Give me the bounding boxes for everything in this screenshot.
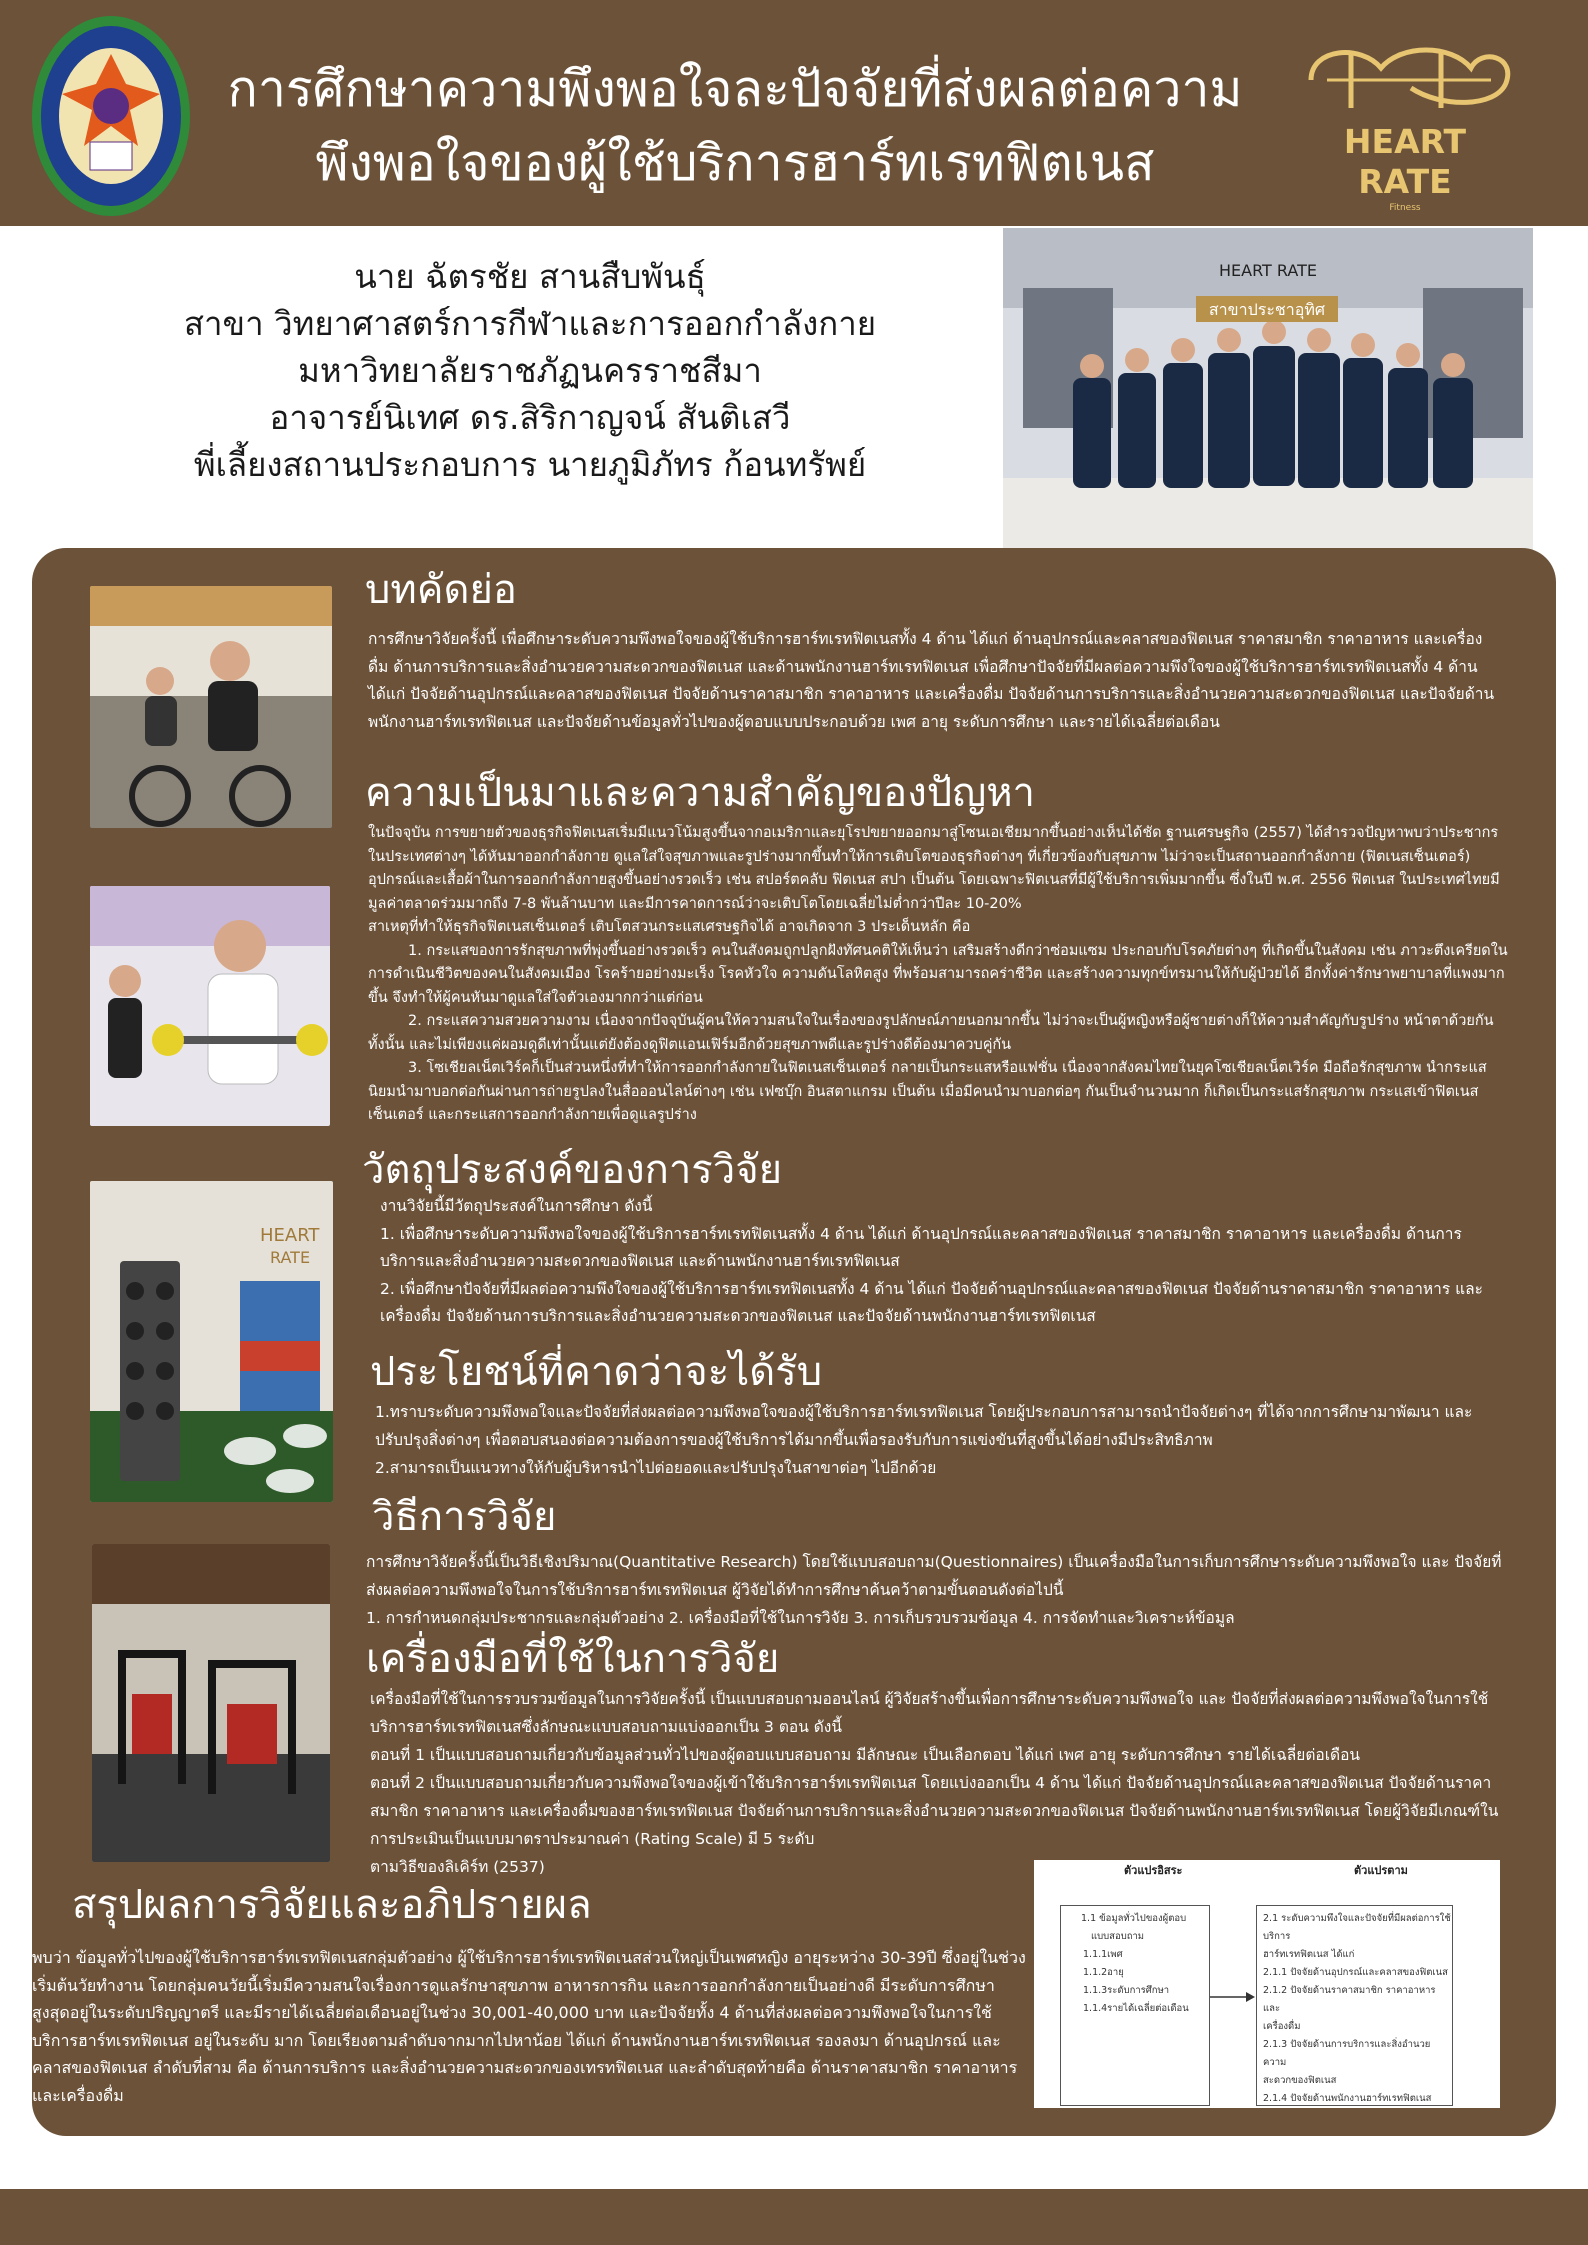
- title-line-1: การศึกษาความพึงพอใจละปัจจัยที่ส่งผลต่อความ: [227, 60, 1243, 118]
- title-line-2: พึงพอใจของผู้ใช้บริการฮาร์ทเรทฟิตเนส: [315, 134, 1155, 192]
- abstract-paragraph: การศึกษาวิจัยครั้งนี้ เพื่อศึกษาระดับความพึงพอใจของผู้ใช้บริการฮาร์ทเรทฟิตเนสทั้ง 4 ด้าน ได้แก่ ด้านอุปกรณ์และคลาสของฟิตเนส ราคาสมาชิก ราคาอาหาร และเครื่องดื่ม ด้านการบริการและสิ่งอำนวยความสะดวกของฟิตเนส และด้านพนักงานฮาร์ทเรทฟิตเนส เพื่อศึกษาปัจจัยที่มีผลต่อความพึงใจของผู้ใช้บริการฮาร์ทเรทฟิตเนสทั้ง 4 ด้าน ได้แก่ ปัจจัยด้านอุปกรณ์และคลาสของฟิตเนส ปัจจัยด้านราคาสมาชิก ราคาอาหาร และเครื่องดื่ม ปัจจัยด้านการบริการและสิ่งอำนวยความสะดวกของฟิตเนส และปัจจัยด้านพนักงานฮาร์ทเรทฟิตเนส และปัจจัยด้านข้อมูลทั่วไปของผู้ตอบแบบประกอบด้วย เพศ อายุ ระดับการศึกษา และรายได้เฉลี่ยต่อเดือน: [368, 630, 1495, 731]
- objectives-heading: วัตถุประสงค์ของการวิจัย: [362, 1147, 783, 1193]
- diagram-left-item: 1.1.1เพศ: [1083, 1949, 1123, 1960]
- photo-wall-sign-2: RATE: [270, 1248, 311, 1267]
- dependent-variables-box: [1256, 1905, 1453, 2106]
- diagram-right-item: 2.1.3 ปัจจัยด้านการบริการและสิ่งอำนวยความ: [1263, 2039, 1431, 2068]
- arrow-right-icon: [1210, 1990, 1256, 2004]
- tools-heading: เครื่องมือที่ใช้ในการวิจัย: [366, 1636, 780, 1682]
- benefits-paragraph: 1.ทราบระดับความพึงพอใจและปัจจัยที่ส่งผลต่อความพึงพอใจของผู้ใช้บริการฮาร์ทเรทฟิตเนส โดยผู้ประกอบการสามารถนำปัจจัยต่างๆ ที่ได้จากการศึกษามาพัฒนา และปรับปรุงสิ่งต่างๆ เพื่อตอบสนองต่อความต้องการของผู้ใช้บริการได้มากขึ้นเพื่อรองรับกับการแข่งขันที่สูงขึ้นได้อย่างมีประสิทธิภาพ: [375, 1403, 1473, 1449]
- objectives-paragraph: 2. เพื่อศึกษาปัจจัยที่มีผลต่อความพึงใจของผู้ใช้บริการฮาร์ทเรทฟิตเนสทั้ง 4 ด้าน ได้แก่ ปัจจัยด้านอุปกรณ์และคลาสของฟิตเนส ปัจจัยด้านราคาสมาชิก ราคาอาหาร และเครื่องดื่ม ปัจจัยด้านการบริการและสิ่งอำนวยความสะดวกของฟิตเนส และปัจจัยด้านพนักงานฮาร์ทเรทฟิตเนส: [380, 1279, 1483, 1325]
- diagram-right-item: 2.1.4 ปัจจัยด้านพนักงานฮาร์ทเรทฟิตเนส: [1263, 2093, 1432, 2104]
- diagram-right-item: 2.1.1 ปัจจัยด้านอุปกรณ์และคลาสของฟิตเนส: [1263, 1967, 1448, 1978]
- tools-paragraph: เครื่องมือที่ใช้ในการรวบรวมข้อมูลในการวิจัยครั้งนี้ เป็นแบบสอบถามออนไลน์ ผู้วิจัยสร้างขึ้นเพื่อการศึกษาระดับความพึงพอใจ และ ปัจจัยที่ส่งผลต่อความพึงพอใจในการใช้บริการฮาร์ทเรทฟิตเนสซึ่งลักษณะแบบสอบถามแบ่งออกเป็น 3 ตอน ดังนี้: [370, 1690, 1489, 1736]
- objectives-body: [380, 1193, 1505, 1331]
- author-info: [60, 253, 1000, 488]
- dumbbell-class-photo: [90, 886, 330, 1126]
- background-paragraph: ในปัจจุบัน การขยายตัวของธุรกิจฟิตเนสเริ่มมีแนวโน้มสูงขึ้นจากอเมริกาและยุโรปขยายออกมาสู่โซนเอเชียมากขึ้นอย่างเห็นได้ชัด ฐานเศรษฐกิจ (2557) ได้สำรวจปัญหาพบว่าประชากรในประเทศต่างๆ ได้หันมาออกกำลังกาย ดูแลใส่ใจสุขภาพและรูปร่างมากขึ้นทำให้การเติบโตของธุรกิจต่างๆ ที่เกี่ยวข้องกับสุขภาพ ไม่ว่าจะเป็นสถานออกกำลังกาย (ฟิตเนสเซ็นเตอร์) อุปกรณ์และเสื้อผ้าในการออกกำลังกายสูงขึ้นอย่างรวดเร็ว เช่น สปอร์ตคลับ ฟิตเนส สปา เป็นต้น โดยเฉพาะฟิตเนสที่มีผู้ใช้บริการเพิ่มมากขึ้น ซึ่งในปี พ.ศ. 2556 ฟิตเนส ในประเทศไทยมีมูลค่าตลาดร่วมมากถึง 7-8 พันล้านบาท และมีการคาดการณ์ว่าจะเติบโตโดยเฉลี่ยไม่ต่ำกว่าปีละ 10-20%: [368, 825, 1500, 912]
- background-paragraph: 1. กระแสของการรักสุขภาพที่พุ่งขึ้นอย่างรวดเร็ว คนในสังคมถูกปลูกฝังทัศนคติให้เห็นว่า เสริมสร้างดีกว่าซ่อมแซม ประกอบกับโรคภัยต่างๆ ที่เกิดขึ้นในสังคม เช่น ภาวะตึงเครียดในการดำเนินชีวิตของคนในสังคมเมือง โรคร้ายอย่างมะเร็ง โรคหัวใจ ความดันโลหิตสูง ที่พร้อมสามารถคร่าชีวิต และสร้างความทุกข์ทรมานให้กับผู้ป่วยได้ อีกทั้งค่ารักษาพยาบาลที่แพงมากขึ้น จึงทำให้ผู้คนหันมาดูแลใส่ใจตัวเองมากกว่าแต่ก่อน: [368, 942, 1508, 1006]
- heart-rate-logo: [1285, 38, 1525, 218]
- footer-bar: [0, 2189, 1588, 2245]
- background-body: [368, 822, 1508, 1128]
- tools-body: [370, 1685, 1520, 1881]
- university-seal-logo: [30, 14, 192, 218]
- tools-paragraph: ตามวิธีของลิเคิร์ท (2537): [370, 1858, 545, 1876]
- poster-title: [200, 52, 1270, 200]
- author-program: สาขา วิทยาศาสตร์การกีฬาและการออกกำลังกาย: [183, 304, 877, 343]
- benefits-paragraph: 2.สามารถเป็นแนวทางให้กับผู้บริหารนำไปต่อยอดและปรับปรุงในสาขาต่อๆ ไปอีกด้วย: [375, 1459, 937, 1477]
- conclusion-paragraph: พบว่า ข้อมูลทั่วไปของผู้ใช้บริการฮาร์ทเรทฟิตเนสกลุ่มตัวอย่าง ผู้ใช้บริการฮาร์ทเรทฟิตเนสส่วนใหญ่เป็นเพศหญิง อายุระหว่าง 30-39ปี ซึ่งอยู่ในช่วงเริ่มต้นวัยทำงาน โดยกลุ่มคนวัยนี้เริ่มมีความสนใจเรื่องการดูแลรักษาสุขภาพ อาหารการกิน และการออกกำลังกายเป็นอย่างดี มีระดับการศึกษาสูงสุดอยู่ในระดับปริญญาตรี และมีรายได้เฉลี่ยต่อเดือนอยู่ในช่วง 30,001-40,000 บาท และปัจจัยทั้ง 4 ด้านที่ส่งผลต่อความพึงพอใจในการใช้บริการฮาร์ทเรทฟิตเนส อยู่ในระดับ มาก โดยเรียงตามลำดับจากมากไปหาน้อย ได้แก่ ด้านพนักงานฮาร์ทเรทฟิตเนส รองลงมา ด้านอุปกรณ์ และคลาสของฟิตเนส ลำดับที่สาม คือ ด้านการบริการ และสิ่งอำนวยความสะดวกของเทรทฟิตเนส และลำดับสุดท้ายคือ ด้านราคาสมาชิก ราคาอาหาร และเครื่องดื่ม: [32, 1948, 1026, 2105]
- photo-wall-sign: HEART: [260, 1225, 320, 1246]
- objectives-paragraph: 1. เพื่อศึกษาระดับความพึงพอใจของผู้ใช้บริการฮาร์ทเรทฟิตเนสทั้ง 4 ด้าน ได้แก่ ด้านอุปกรณ์และคลาสของฟิตเนส ราคาสมาชิก ราคาอาหาร และเครื่องดื่ม ด้านการบริการและสิ่งอำนวยความสะดวกของฟิตเนส และด้านพนักงานฮาร์ทเรทฟิตเนส: [380, 1224, 1462, 1270]
- brand-tag: Fitness: [1389, 203, 1421, 213]
- photo-sign-text: HEART RATE: [1219, 261, 1317, 280]
- diagram-right-header: ตัวแปรตาม: [1354, 1864, 1408, 1877]
- photo-branch-label: สาขาประชาอุทิศ: [1208, 300, 1326, 319]
- brand-line-1: HEART: [1343, 122, 1467, 161]
- heart-rate-mark-icon: [1291, 38, 1519, 118]
- poster-header: [0, 0, 1588, 226]
- benefits-body: [375, 1398, 1500, 1482]
- diagram-right-item: 2.1.2 ปัจจัยด้านราคาสมาชิก ราคาอาหาร และ: [1263, 1985, 1436, 2014]
- diagram-left-item: แบบสอบถาม: [1091, 1931, 1145, 1942]
- method-body: [366, 1548, 1506, 1632]
- author-university: มหาวิทยาลัยราชภัฏนครราชสีมา: [298, 351, 762, 390]
- author-name: นาย ฉัตรชัย สานสืบพันธุ์: [354, 257, 706, 296]
- diagram-left-header: ตัวแปรอิสระ: [1124, 1864, 1183, 1877]
- method-paragraph: การศึกษาวิจัยครั้งนี้เป็นวิธีเชิงปริมาณ(Quantitative Research) โดยใช้แบบสอบถาม(Questionnaires) เป็นเครื่องมือในการเก็บการศึกษาระดับความพึงพอใจ และ ปัจจัยที่ส่งผลต่อความพึงพอใจในการใช้บริการฮาร์ทเรทฟิตเนส ผู้วิจัยได้ทำการศึกษาค้นคว้าตามขั้นตอนดังต่อไปนี้: [366, 1553, 1502, 1599]
- tools-paragraph: ตอนที่ 1 เป็นแบบสอบถามเกี่ยวกับข้อมูลส่วนทั่วไปของผู้ตอบแบบสอบถาม มีลักษณะ เป็นเลือกตอบ ได้แก่ เพศ อายุ ระดับการศึกษา รายได้เฉลี่ยต่อเดือน: [370, 1746, 1360, 1764]
- background-paragraph: 2. กระแสความสวยความงาม เนื่องจากปัจจุบันผู้คนให้ความสนใจในเรื่องของรูปลักษณ์ภายนอกมากขึ้น ไม่ว่าจะเป็นผู้หญิงหรือผู้ชายต่างก็ให้ความสำคัญกับรูปร่าง หน้าตาด้วยกันทั้งนั้น และไม่เพียงแค่ผอมดูดีเท่านั้นแต่ยังต้องดูฟิตแอนเฟิร์มอีกด้วยสุขภาพดีและรูปร่างดีต้องมาควบคู่กัน: [368, 1013, 1494, 1053]
- diagram-left-item: 1.1.2อายุ: [1083, 1967, 1124, 1978]
- diagram-left-item: 1.1.3ระดับการศึกษา: [1083, 1985, 1170, 1996]
- weight-machine-photo: [92, 1544, 330, 1862]
- method-heading: วิธีการวิจัย: [372, 1494, 557, 1540]
- method-paragraph: 1. การกำหนดกลุ่มประชากรและกลุ่มตัวอย่าง 2. เครื่องมือที่ใช้ในการวิจัย 3. การเก็บรวบรวมข้อมูล 4. การจัดทำและวิเคราะห์ข้อมูล: [366, 1609, 1235, 1627]
- conclusion-heading: สรุปผลการวิจัยและอภิปรายผล: [72, 1882, 592, 1928]
- gym-equipment-rack-photo: [90, 1181, 333, 1502]
- diagram-left-item: 1.1 ข้อมูลทั่วไปของผู้ตอบ: [1081, 1913, 1187, 1924]
- author-advisor: อาจารย์นิเทศ ดร.สิริกาญจน์ สันติเสวี: [269, 398, 791, 437]
- benefits-heading: ประโยชน์ที่คาดว่าจะได้รับ: [370, 1349, 823, 1395]
- tools-paragraph: ตอนที่ 2 เป็นแบบสอบถามเกี่ยวกับความพึงพอใจของผู้เข้าใช้บริการฮาร์ทเรทฟิตเนส โดยแบ่งออกเป็น 4 ด้าน ได้แก่ ปัจจัยด้านอุปกรณ์และคลาสของฟิตเนส ปัจจัยด้านราคาสมาชิก ราคาอาหาร และเครื่องดื่มของฮาร์ทเรทฟิตเนส ปัจจัยด้านการบริการและสิ่งอำนวยความสะดวกของฟิตเนส ปัจจัยด้านพนักงานฮาร์ทเรทฟิตเนส โดยผู้วิจัยมีเกณฑ์ในการประเมินเป็นแบบมาตราประมาณค่า (Rating Scale) มี 5 ระดับ: [370, 1774, 1499, 1848]
- diagram-right-item: เครื่องดื่ม: [1263, 2021, 1301, 2032]
- cycling-class-photo: [90, 586, 332, 828]
- background-paragraph: 3. โซเชียลเน็ตเวิร์คก็เป็นส่วนหนึ่งที่ทำให้การออกกำลังกายในฟิตเนสเซ็นเตอร์ กลายเป็นกระแสหรือแฟชั่น เนื่องจากสังคมไทยในยุคโซเชียลเน็ตเวิร์ค มือถือรักสุขภาพ นำกระแสนิยมนำมาบอกต่อกันผ่านการถ่ายรูปลงในสื่อออนไลน์ต่างๆ เช่น เฟซบุ๊ก อินสตาแกรม เป็นต้น เมื่อมีคนนำมาบอกต่อๆ กันเป็นจำนวนมาก ก็เกิดเป็นกระแสรักสุขภาพ กระแสเข้าฟิตเนสเซ็นเตอร์ และกระแสการออกกำลังกายเพื่อดูแลรูปร่าง: [368, 1060, 1487, 1123]
- background-paragraph: สาเหตุที่ทำให้ธุรกิจฟิตเนสเซ็นเตอร์ เติบโตสวนกระแสเศรษฐกิจได้ อาจเกิดจาก 3 ประเด็นหลัก คือ: [368, 919, 971, 935]
- background-heading: ความเป็นมาและความสำคัญของปัญหา: [365, 770, 1036, 816]
- diagram-left-item: 1.1.4รายได้เฉลี่ยต่อเดือน: [1083, 2003, 1189, 2014]
- abstract-heading: บทคัดย่อ: [365, 567, 517, 613]
- conceptual-framework-diagram: [1034, 1860, 1500, 2108]
- conclusion-body: [32, 1944, 1032, 2109]
- diagram-right-item: ฮาร์ทเรทฟิตเนส ได้แก่: [1263, 1949, 1355, 1960]
- team-group-photo: [1003, 228, 1533, 550]
- diagram-right-item: 2.1 ระดับความพึงใจและปัจจัยที่มีผลต่อการใช้บริการ: [1263, 1913, 1451, 1942]
- diagram-right-item: สะดวกของฟิตเนส: [1263, 2075, 1337, 2086]
- objectives-paragraph: งานวิจัยนี้มีวัตถุประสงค์ในการศึกษา ดังนี้: [380, 1197, 653, 1215]
- author-mentor: พี่เลี้ยงสถานประกอบการ นายภูมิภัทร ก้อนทรัพย์: [193, 445, 867, 484]
- independent-variables-box: [1060, 1905, 1210, 2106]
- brand-line-2: RATE: [1358, 162, 1452, 201]
- abstract-body: [368, 626, 1498, 736]
